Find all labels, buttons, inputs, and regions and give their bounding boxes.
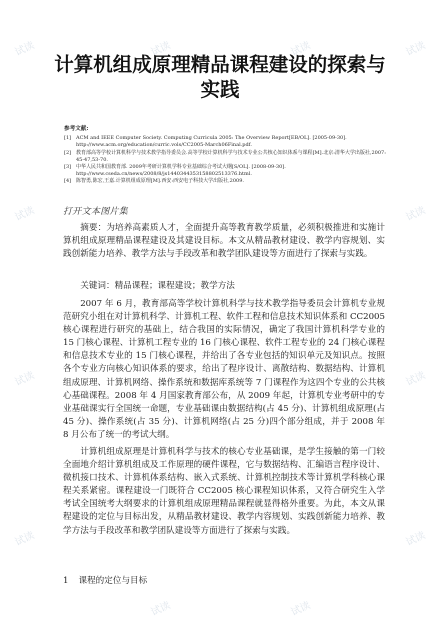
reference-number: [3] [64,164,72,171]
section-heading [63,574,157,586]
watermark-text: 试读 [289,40,313,59]
reference-text: 教育部高等学校计算机科学与技术教学指导委员会.高等学校计算机科学与技术专业公共核心知识体系与课程[M].北京:清华大学出版社,2007: 45-47,53-70. [76,149,386,163]
watermark-text: 试读 [13,530,37,549]
reference-number: [2] [64,149,72,156]
watermark-text: 试读 [13,205,37,224]
watermark-text: 试读 [13,370,37,389]
watermark-text: 试读 [404,40,428,59]
reference-item [64,135,394,149]
reference-number: [4] [64,178,72,185]
reference-item [64,178,394,185]
reference-text: 陈智勇,陈宏,王嘉.计算机组成原理[M].西安:西安电子科技大学出版社,2009. [76,178,244,185]
reference-text: ACM and IEEE Computer Society. Computing Curricula 2005: The Overview Report[EB/OL]. [2005-09-30]. http://www.acm.org/education/curric.vols/CC2005-March06Final.pdf. [76,135,347,149]
reference-item [64,150,394,164]
section-title: 课程的定位与目标 [78,576,148,586]
section-number: 1 [63,576,69,586]
abstract: 摘要：为培养高素质人才，全面提升高等教育教学质量，必须积极推进和实施计算机组成原理精品课程建设及其建设目标。本文从精品教材建设、教学内容规划、实践创新能力培养、教学方法与手段改革和教学团队建设等方面进行了探索与实践。 [63,223,385,260]
references-heading: 参考文献: [64,126,89,132]
watermark-text: 试读 [13,40,37,59]
watermark-text: 试读 [404,370,428,389]
title-line-1: 计算机组成原理精品课程建设的探索与 [54,53,386,76]
references-section [64,126,394,186]
body-paragraph-1: 2007 年 6 月，教育部高等学校计算机科学与技术教学指导委员会计算机专业规范研究小组在对计算机科学、计算机工程、软件工程和信息技术知识体系和 CC2005 核心课程进行研究的基础上，结合我国的实际情况，确定了我国计算机科学专业的 15 门核心课程、计算机工程专业的 16 门核心课程、软件工程专业的 24 门核心课程和信息技术专业的 15 门核心课程，并给出了各专业包括的知识单元及知识点。按照各个专业方向核心知识体系的要求，给出了程序设计、离散结构、数据结构、计算机组成原理、计算机网络、操作系统和数据库系统等 7 门课程作为这四个专业的公共核心基础课程。2008 年 4 月国家教育部公布，从 2009 年起，计算机专业考研中的专业基础课实行全国统一命题，专业基础课由数据结构(占 45 分)、计算机组成原理(占 45 分)、操作系统(占 35 分)、计算机网络(占 25 分)四个部分组成，并于 2008 年 8 月公布了统一的考试大纲。 [63,299,385,440]
body-paragraph-2: 计算机组成原理是计算机科学与技术的核心专业基础课，是学生接触的第一门较全面地介绍计算机组成及工作原理的硬件课程，它与数据结构、汇编语言程序设计、微机接口技术、计算机体系结构、嵌入式系统、计算机控制技术等计算机学科核心课程关系紧密。课程建设一门既符合 CC2005 核心课程知识体系，又符合研究生入学考试全国统考大纲要求的计算机组成原理精品课程就显得格外重要。为此，本文从课程建设的定位与目标出发，从精品教材建设、教学内容规划、实践创新能力培养、教学方法与手段改革和教学团队建设等方面进行了探索与实践。 [63,447,385,536]
keywords: 关键词：精品课程；课程建设；教学方法 [80,281,235,291]
watermark-text: 试读 [404,205,428,224]
watermark-text: 试读 [149,600,173,619]
reference-text: 中华人民共和国教育部. 2009年考研计算机学科专业基础综合考试大纲[S/OL]. [2008-09-30]. http://www.cseda.cn/news/2008/8/js1440344353158802513376.html. [76,164,286,178]
reference-number: [1] [64,135,72,142]
paper-title [40,52,400,102]
reference-item [64,164,394,178]
open-image-gallery-link[interactable]: 打开文本图片集 [63,207,129,217]
watermark-text: 试读 [289,600,313,619]
title-line-2: 实践 [200,78,240,101]
watermark-text: 试读 [404,530,428,549]
watermark-text: 试读 [149,40,173,59]
